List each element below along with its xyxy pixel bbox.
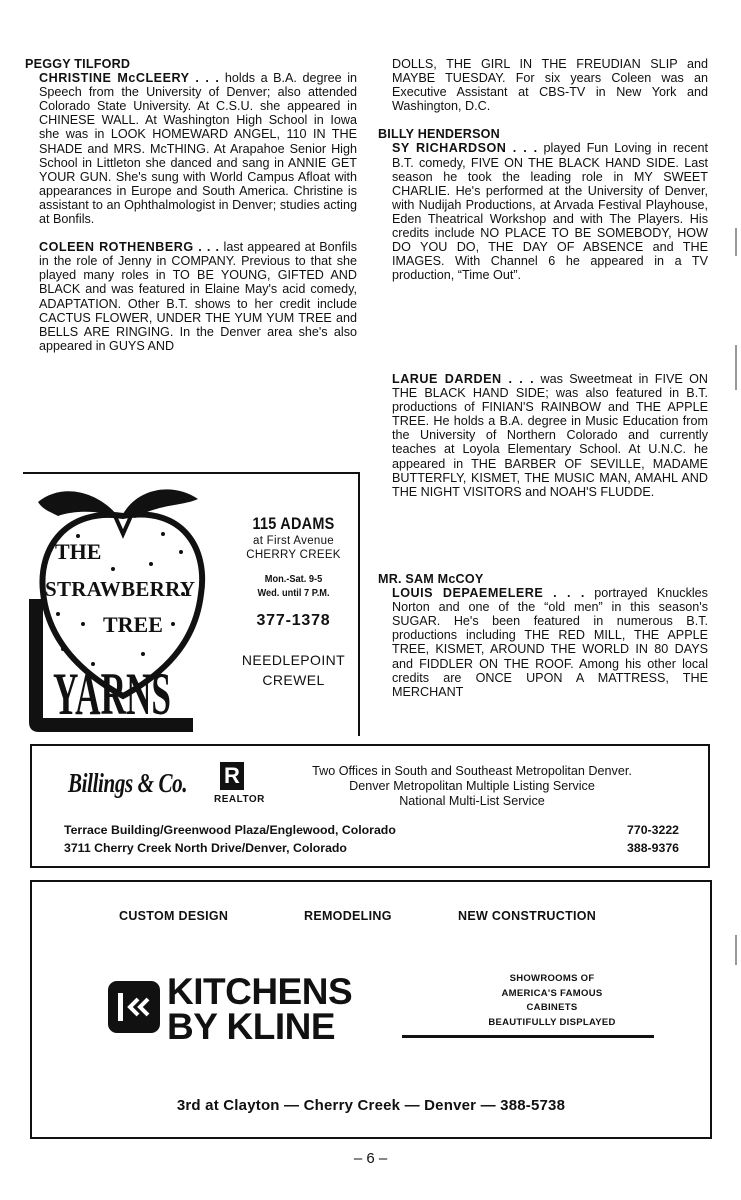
role-heading: BILLY HENDERSON	[378, 127, 500, 142]
realtor-label: REALTOR	[214, 794, 265, 805]
store-address: 115 ADAMS	[252, 514, 335, 533]
kitchens-brand-name	[167, 971, 353, 1047]
scan-artifact	[735, 345, 737, 390]
brand-line-2: BY KLINE	[167, 1006, 336, 1047]
logo-word-the: THE	[55, 539, 102, 564]
bio-continued: DOLLS, THE GIRL IN THE FREUDIAN SLIP and MAYBE TUESDAY. For six years Coleen was an Executive Assistant at CBS-TV in New York and Washington, D.C.	[392, 57, 708, 114]
right-column-bottom	[378, 572, 708, 699]
location-phone: 770-3222	[627, 823, 679, 837]
service-new-construction: NEW CONSTRUCTION	[458, 909, 597, 923]
showroom-line: SHOWROOMS OF	[509, 973, 595, 984]
bio-paragraph	[378, 586, 708, 699]
store-cross-street: at First Avenue	[253, 535, 334, 547]
showroom-line: AMERICA'S FAMOUS	[501, 987, 603, 999]
billings-logo: Billings & Co.	[68, 768, 188, 798]
showroom-line: BEAUTIFULLY DISPLAYED	[488, 1016, 616, 1028]
billings-realtor-ad	[30, 744, 710, 868]
actor-name: SY RICHARDSON . . .	[392, 141, 538, 156]
kline-k-logo-icon	[108, 981, 160, 1033]
right-column-middle	[378, 372, 708, 499]
actor-name: CHRISTINE McCLEERY . . .	[39, 71, 220, 86]
actor-name: LOUIS DEPAEMELERE . . .	[392, 586, 585, 601]
bio-paragraph	[25, 71, 357, 226]
store-info	[231, 514, 356, 690]
kitchens-address-footer: 3rd at Clayton — Cherry Creek — Denver — 388-5738	[176, 1097, 566, 1114]
bio-text: was Sweetmeat in FIVE ON THE BLACK HAND SIDE; was also featured in B.T. productions of FINIAN'S RAINBOW and THE APPLE TREE. He holds a B.A. degree in Music Education from the University of Northern Colorado and currently teaches at Loyola Elementary School. At U.N.C. he appeared in THE BARBER OF SEVILLE, MADAME BUTTERFLY, KISMET, THE MUSIC MAN, AMAHL AND THE NIGHT VISITORS and NOAH'S FLUDDE.	[392, 372, 708, 499]
product-needlepoint: NEEDLEPOINT	[241, 652, 346, 668]
page-number: – 6 –	[353, 1150, 388, 1167]
underline-rule	[402, 1035, 654, 1038]
scan-artifact	[735, 935, 737, 965]
location-address: 3711 Cherry Creek North Drive/Denver, Colorado	[64, 841, 347, 855]
location-row	[64, 823, 679, 837]
offices-line: National Multi-List Service	[399, 794, 545, 808]
realtor-r-icon: R	[220, 762, 244, 790]
store-hours-wednesday: Wed. until 7 P.M.	[257, 587, 330, 599]
bio-text: holds a B.A. degree in Speech from the University of Denver; also attended Colorado State University. At C.S.U. she appeared in CHINESE WALL. At Washington High School in Iowa she was in LOOK HOMEWARD ANGEL, 110 IN THE SHADE and MRS. McTHING. At Arapahoe Senior High School in Littleton she danced and sang in ANNIE GET YOUR GUN. She's sung with World Campus Afloat with appearances in Europe and South America. Christine is assistant to an Ophthalmologist in Denver; studies acting at Bonfils.	[39, 71, 357, 227]
actor-name: COLEEN ROTHENBERG . . .	[39, 240, 220, 255]
location-phone: 388-9376	[627, 841, 679, 855]
strawberry-logo	[23, 474, 223, 736]
bio-paragraph	[25, 240, 357, 353]
offices-line: Two Offices in South and Southeast Metropolitan Denver.	[312, 764, 632, 778]
showroom-line: CABINETS	[526, 1002, 578, 1013]
product-crewel: CREWEL	[262, 672, 325, 688]
kitchens-by-kline-ad	[30, 880, 712, 1139]
logo-word-tree: TREE	[103, 612, 163, 637]
store-phone: 377-1378	[256, 612, 331, 629]
role-heading: MR. SAM McCOY	[378, 572, 484, 586]
offices-description	[262, 764, 682, 809]
bio-text: portrayed Knuckles Norton and one of the “old men” in this season's SUGAR. He's been featured in numerous B.T. productions including THE RED MILL, THE APPLE TREE, KISMET, AROUND THE WORLD IN 80 DAYS and FIDDLER ON THE ROOF. Among his other local credits are ONCE UPON A MATTRESS, THE MERCHANT	[392, 586, 708, 699]
bio-text: played Fun Loving in recent B.T. comedy, FIVE ON THE BLACK HAND SIDE. Last season he took the leading role in MY SWEET CHARLIE. He's performed at the University of Denver, with Nudijah Productions, at Arvada Festival Playhouse, Eden Theatrical Workshop and with The Players. His credits include NO PLACE TO BE SOMEBODY, HOW DO YOU DO, THE DAY OF ABSENCE and THE IMAGES. With Channel 6 he appeared in a TV production, “Time Out”.	[392, 141, 708, 283]
logo-word-yarns: YARNS	[53, 661, 171, 727]
service-remodeling: REMODELING	[304, 909, 392, 923]
bio-text: last appeared at Bonfils in the role of Jenny in COMPANY. Previous to that she played many roles in TO BE YOUNG, GIFTED AND BLACK and was featured in Elaine May's acid comedy, ADAPTATION. Other B.T. shows to her credit include CACTUS FLOWER, UNDER THE YUM YUM TREE and BELLS ARE RINGING. In the Denver area she's also appeared in GUYS AND	[39, 240, 357, 353]
strawberry-tree-ad	[23, 472, 360, 736]
left-column	[25, 57, 357, 353]
location-address: Terrace Building/Greenwood Plaza/Englewood, Colorado	[64, 823, 396, 837]
offices-line: Denver Metropolitan Multiple Listing Service	[349, 779, 595, 793]
actor-name: LARUE DARDEN . . .	[392, 372, 535, 386]
location-row	[64, 841, 679, 855]
scan-artifact	[735, 228, 737, 256]
logo-word-strawberry: STRAWBERRY	[45, 577, 195, 601]
store-hours-weekday: Mon.-Sat. 9-5	[264, 573, 323, 585]
role-heading: PEGGY TILFORD	[25, 57, 131, 71]
store-district: CHERRY CREEK	[246, 549, 341, 561]
right-column-top	[378, 57, 708, 282]
bio-paragraph	[378, 141, 708, 282]
service-custom-design: CUSTOM DESIGN	[119, 909, 229, 923]
showroom-text	[462, 972, 642, 1030]
brand-line-1: KITCHENS	[167, 971, 353, 1012]
bio-paragraph	[378, 372, 708, 499]
